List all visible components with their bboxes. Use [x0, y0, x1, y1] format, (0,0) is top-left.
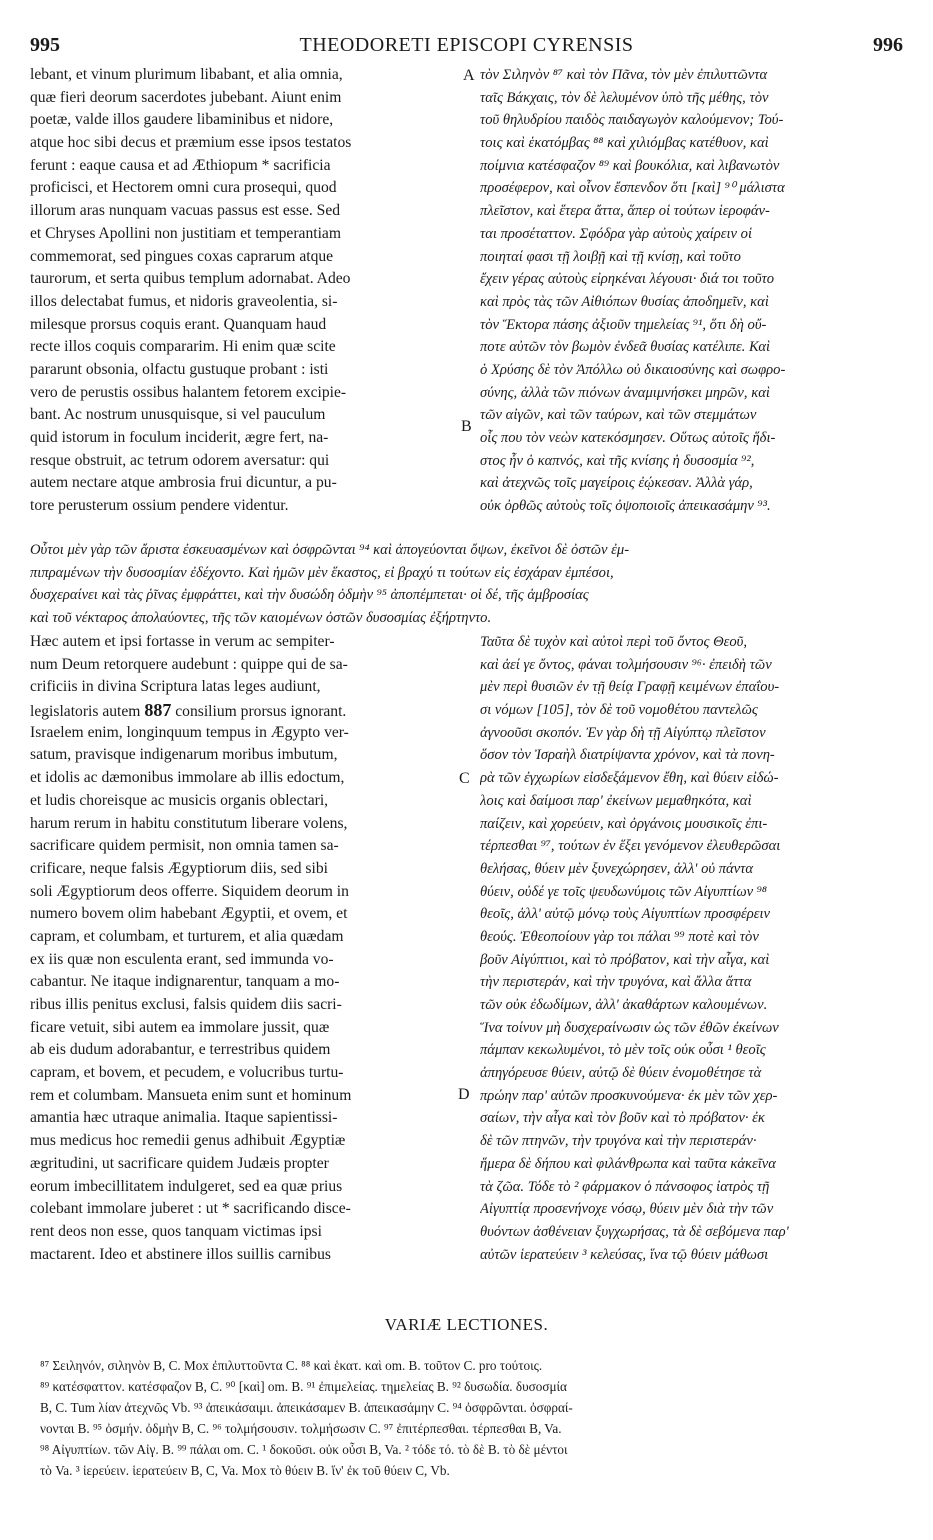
note-line: ⁹⁸ Αἰγυπτίων. τῶν Αἰγ. B. ⁹⁹ πάλαι om. C. ¹ δοκοῦσι. οὐκ οὖσι B, Va. ² τόδε τό. τὸ δὲ B. τὸ δὲ μέντοι	[40, 1442, 568, 1457]
greek-text-line: πλεῖστον, καὶ ἕτερα ἄττα, ἅπερ οἱ τούτων ἱεροφάν-	[480, 203, 770, 220]
greek-text-line: ται προσέταττον. Σφόδρα γὰρ αὐτοὺς χαίρειν οἱ	[480, 225, 753, 242]
latin-text-line: rent deos non esse, quos tanquam victimas ipsi	[30, 1222, 322, 1240]
latin-text-line: Hæc autem et ipsi fortasse in verum ac sempiter-	[30, 633, 335, 650]
latin-text-line: soli Ægyptiorum deos offerre. Siquidem deorum in	[30, 882, 349, 900]
greek-full-width-passage	[30, 539, 903, 630]
greek-text-line: πρώην παρ' αὐτῶν προσκυνούμενα· ἐκ μὲν τῶν χερ-	[480, 1087, 778, 1104]
latin-text-line: vero de perustis ossibus halantem fetorem excipie-	[30, 383, 347, 401]
latin-text-line: num Deum retorquere audebunt : quippe qui de sa-	[30, 655, 348, 673]
note-line: B, C. Tum λίαν ἀτεχνῶς Vb. ⁹³ ἀπεικάσαιμι. ἀπεικάσαμεν B. ἀπεικασάμην C. ⁹⁴ ὀσφρῶνται. ὀσφραί-	[40, 1400, 573, 1415]
latin-column-top	[30, 64, 458, 518]
greek-text-line: σύνης, ἀλλὰ τῶν πιόνων ἀναμιμνήσκει μηρῶν, καὶ	[480, 384, 770, 401]
latin-text-line: lebant, et vinum plurimum libabant, et alia omnia,	[30, 66, 343, 83]
margin-letter-b: B	[461, 418, 472, 435]
greek-text-line: αὐτῶν ἱερατεύειν ³ κελεύσας, ἵνα τῷ θύειν μάθωσι	[480, 1246, 769, 1263]
latin-text-line: ægritudini, ut sacrificare quidem Judæis propter	[30, 1154, 329, 1172]
latin-text-line: et idolis ac dæmonibus immolare ab illis edoctum,	[30, 769, 345, 787]
greek-text-line: ταῖς Βάκχαις, τὸν δὲ λελυμένον ὑπὸ τῆς μέθης, τὸν	[480, 89, 769, 106]
greek-text-line: τὰ ζῶα. Τόδε τὸ ² φάρμακον ὁ πάνσοφος ἰατρὸς τῇ	[480, 1178, 770, 1195]
latin-text-line: atque hoc sibi decus et præmium esse ipsos testatos	[30, 134, 352, 152]
latin-text-line: illos delectabat fumus, et nidoris graveolentia, si-	[30, 292, 338, 310]
latin-column-bottom	[30, 631, 458, 1266]
greek-text-line: τὸν Σιληνὸν ⁸⁷ καὶ τὸν Πᾶνα, τὸν μὲν ἐπιλυττῶντα	[480, 67, 768, 83]
latin-text-line: ferunt : eaque causa et ad Æthiopum * sacrificia	[30, 156, 331, 174]
greek-text-line: τοῦ θηλυδρίου παιδὸς παιδαγωγὸν καλούμενον; Τού-	[480, 112, 784, 129]
latin-text-fragment: legislatoris autem	[30, 703, 141, 721]
greek-text-line: καὶ ἀτεχνῶς τοῖς μαγείροις ἐῴκεσαν. Ἀλλὰ γάρ,	[480, 475, 753, 492]
greek-text-line: καὶ πρὸς τὰς τῶν Αἰθιόπων θυσίας ἀποδημεῖν, καὶ	[480, 293, 769, 310]
greek-text-line: ἀπηγόρευσε θύειν, αὐτῷ δὲ θύειν ἐνομοθέτησε τὰ	[480, 1065, 762, 1082]
greek-text-line: ἀγνοοῦσι σκοπόν. Ἐν γὰρ δὴ τῇ Αἰγύπτῳ πλεῖστον	[480, 724, 766, 741]
greek-text-line: σι νόμων [105], τὸν δὲ τοῦ νομοθέτου παντελῶς	[480, 702, 758, 719]
greek-text-line: Ἵνα τοίνυν μὴ δυσχεραίνωσιν ὡς τῶν ἐθῶν ἐκείνων	[480, 1019, 779, 1036]
greek-text-line: τοις καὶ ἑκατόμβας ⁸⁸ καὶ χιλιόμβας κατέθυον, καὶ	[480, 135, 769, 152]
greek-text-line: τῶν οὐκ ἐδωδίμων, ἀλλ' ἀκαθάρτων καλουμένων.	[480, 997, 768, 1013]
greek-text-line: Οὗτοι μὲν γὰρ τῶν ἄριστα ἐσκευασμένων καὶ ὀσφρῶνται ⁹⁴ καὶ ἀπογεύονται ὄψων, ἐκεῖνοι δὲ ὀστῶν ἐμ-	[30, 542, 630, 558]
greek-text-line: καὶ ἀεί γε ὄντος, φάναι τολμήσουσιν ⁹⁶· ἐπειδὴ τῶν	[480, 656, 772, 673]
greek-text-line: οὐκ ὀρθῶς αὐτοὺς τοῖς ὀψοποιοῖς ἀπεικασάμην ⁹³.	[480, 498, 771, 515]
latin-text-line: proficisci, et Hectorem omni cura prosequi, quod	[30, 179, 337, 197]
left-page-number: 995	[30, 34, 60, 56]
margin-letter-c: C	[459, 770, 470, 787]
greek-text-line: ποτε αὐτῶν τὸν βωμὸν ἐνδεᾶ θυσίας κατέλιπε. Καὶ	[480, 339, 771, 356]
running-header	[30, 34, 903, 62]
latin-text-line: commemorat, sed pingues coxas caprarum atque	[30, 247, 334, 265]
latin-text-line: ficare vetuit, sibi autem ea immolare jussit, quæ	[30, 1018, 330, 1036]
greek-text-line: πιπραμένων τὴν δυσοσμίαν ἐδέχοντο. Καὶ ἡμῶν μὲν ἕκαστος, εἰ βραχύ τι τούτων εἰς ἐσχάραν ἐμπέσοι,	[30, 564, 614, 581]
running-title: THEODORETI EPISCOPI CYRENSIS	[299, 34, 634, 56]
note-line: τὸ Va. ³ ἱερεύειν. ἱερατεύειν B, C, Va. Mox τὸ θύειν B. ἵν' ἐκ τοῦ θύειν C, Vb.	[40, 1463, 450, 1478]
margin-letter-a: A	[463, 67, 475, 84]
latin-text-line: numero bovem olim habebant Ægyptii, et ovem, et	[30, 905, 348, 923]
latin-text-line: pararunt obsonia, olfactu gustuque probant : isti	[30, 360, 329, 378]
greek-text-line: ἔχειν γέρας αὐτοὺς εἰρηκέναι λέγουσι· διά τοι τοῦτο	[480, 271, 775, 288]
latin-text-line: bant. Ac nostrum unusquisque, si vel pauculum	[30, 406, 326, 424]
greek-text-line: προσέφερον, καὶ οἶνον ἔσπενδον ὅτι [καὶ] ⁹⁰ μάλιστα	[480, 180, 785, 197]
greek-text-line: στος ἦν ὁ καπνός, καὶ τῆς κνίσης ἡ δυσοσμία ⁹²,	[480, 452, 755, 469]
greek-column-top	[480, 64, 904, 518]
greek-text-line: Ταῦτα δὲ τυχὸν καὶ αὐτοὶ περὶ τοῦ ὄντος Θεοῦ,	[480, 634, 748, 650]
note-line: νονται B. ⁹⁵ ὀσμήν. ὀδμὴν B, C. ⁹⁶ τολμήσουσιν. τολμήσωσιν C. ⁹⁷ ἐπιτέρπεσθαι. τέρπεσθαι B, Va.	[40, 1421, 562, 1436]
latin-text-line	[30, 699, 458, 722]
latin-text-line: milesque prorsus coquis erant. Quanquam haud	[30, 315, 327, 333]
latin-text-line: cabantur. Ne itaque indignarentur, tanquam a mo-	[30, 973, 340, 991]
greek-text-line: ποιηταί φασι τῇ λοιβῇ καὶ τῇ κνίσῃ, καὶ τοῦτο	[480, 248, 741, 265]
greek-text-line: θελήσας, θύειν μὲν ξυνεχώρησεν, ἀλλ' οὐ πάντα	[480, 860, 754, 877]
latin-text-line: rem et columbam. Mansueta enim sunt et hominum	[30, 1086, 352, 1104]
greek-text-line: παίζειν, καὶ χορεύειν, καὶ ὀργάνοις μουσικοῖς ἐπι-	[480, 815, 768, 832]
greek-text-line: ὅσον τὸν Ἰσραὴλ διατρίψαντα χρόνον, καὶ τὰ πονη-	[480, 747, 775, 764]
latin-text-line: quæ fieri deorum sacerdotes jubebant. Aiunt enim	[30, 88, 342, 106]
greek-text-line: ὁ Χρύσης δὲ τὸν Ἀπόλλω οὐ δικαιοσύνης καὶ σωφρο-	[480, 361, 786, 378]
latin-text-line: ex iis quæ non esculenta erant, sed immunda vo-	[30, 950, 334, 968]
variant-readings-notes	[40, 1355, 906, 1481]
latin-text-line: harum rerum in habitu constitutum liberare volens,	[30, 814, 348, 832]
latin-text-line: crificiis in divina Scriptura latas leges audiunt,	[30, 678, 321, 696]
note-line: ⁸⁹ κατέσφαττον. κατέσφαζον B, C. ⁹⁰ [καὶ] om. B. ⁹¹ ἐπιμελείας. τημελείας B. ⁹² δυσωδία. δυσοσμία	[40, 1379, 567, 1394]
greek-text-line: θύειν, οὐδέ γε τοῖς ψευδωνύμοις τῶν Αἰγυπτίων ⁹⁸	[480, 883, 767, 900]
latin-text-line: resque obstruit, ac tetrum odorem aversatur: qui	[30, 451, 330, 469]
latin-text-line: illorum aras nunquam vacuas passus est esse. Sed	[30, 202, 341, 220]
latin-text-fragment: consilium prorsus ignorant.	[175, 703, 347, 721]
greek-text-line: θεούς. Ἐθεοποίουν γὰρ τοι πάλαι ⁹⁹ ποτὲ καὶ τὸν	[480, 928, 759, 945]
greek-column-bottom	[480, 631, 904, 1266]
latin-text-line: sacrificare quidem permisit, non omnia tamen sa-	[30, 837, 339, 855]
greek-text-line: ἥμερα δὲ δήπου καὶ φιλάνθρωπα καὶ ταῦτα κἀκεῖνα	[480, 1155, 776, 1172]
right-page-number: 996	[873, 34, 903, 56]
greek-text-line: τὴν περιστεράν, καὶ τὴν τρυγόνα, καὶ ἄλλα ἄττα	[480, 974, 752, 991]
note-line: ⁸⁷ Σειληνόν, σιληνὸν B, C. Mox ἐπιλυττοῦντα C. ⁸⁸ καὶ ἑκατ. καὶ om. B. τοῦτον C. pro τούτοις.	[40, 1358, 543, 1373]
greek-text-line: καὶ τοῦ νέκταρος ἀπολαύοντες, τῆς τῶν καιομένων ὀστῶν δυσοσμίας ἐξήρτηντο.	[30, 610, 492, 627]
greek-text-line: δυσχεραίνει καὶ τὰς ῥῖνας ἐμφράττει, καὶ τὴν δυσώδη ὀδμὴν ⁹⁵ ἀποπέμπεται· οἱ δέ, τῆς ἀμβροσίας	[30, 587, 589, 604]
latin-text-line: ab eis dudum adorabantur, e terrestribus quidem	[30, 1041, 331, 1059]
greek-text-line: τὸν Ἕκτορα πάσης ἀξιοῦν τημελείας ⁹¹, ὅτι δὴ οὔ-	[480, 316, 767, 333]
greek-text-line: δὲ τῶν πτηνῶν, τὴν τρυγόνα καὶ τὴν περιστεράν·	[480, 1133, 757, 1150]
greek-text-line: ρὰ τῶν ἐγχωρίων εἰσδεξάμενον ἔθη, καὶ θύειν εἰδώ-	[480, 770, 779, 787]
latin-text-line: recte illos coquis compararim. Hi enim quæ scite	[30, 338, 336, 356]
greek-text-line: θεοῖς, ἀλλ' αὐτῷ μόνῳ τοὺς Αἰγυπτίων προσφέρειν	[480, 906, 771, 923]
latin-text-line: et Chryses Apollini non justitiam et temperantiam	[30, 224, 341, 242]
latin-text-line: mus medicus hoc remedii genus adhibuit Ægyptiæ	[30, 1132, 346, 1150]
greek-text-line: τέρπεσθαι ⁹⁷, τούτων ἐν ἕξει γενόμενον ἐλευθερῶσαι	[480, 838, 781, 855]
column-marker: 887	[144, 700, 172, 721]
greek-text-line: οἷς που τὸν νεὼν κατεκόσμησεν. Οὕτως αὐτοῖς ἥδι-	[480, 430, 776, 446]
greek-text-line: λοις καὶ δαίμοσι παρ' ἐκείνων μεμαθηκότα, καὶ	[480, 792, 752, 809]
latin-text-line: colebant immolare juberet : ut * sacrificando disce-	[30, 1200, 351, 1218]
greek-text-line: θυόντων ἀσθένειαν ξυγχωρήσας, τὰ δὲ σεβόμενα παρ'	[480, 1223, 789, 1240]
greek-text-line: σαίων, τὴν αἶγα καὶ τὸν βοῦν καὶ τὸ πρόβατον· ἐκ	[480, 1110, 765, 1127]
latin-text-line: satum, pravisque indigenarum moribus imbutum,	[30, 746, 338, 764]
latin-text-line: poetæ, valde illos gaudere libaminibus et nidore,	[30, 111, 334, 129]
latin-text-line: capram, et bovem, et pecudem, e volucribus turtu-	[30, 1064, 344, 1082]
latin-text-line: ribus illis penitus exclusi, falsis quidem diis sacri-	[30, 996, 342, 1013]
latin-text-line: amantia hæc utraque animalia. Itaque sapientissi-	[30, 1109, 338, 1127]
latin-text-line: eorum imbecillitatem indulgeret, sed ea quæ prius	[30, 1177, 343, 1195]
latin-text-line: Israelem enim, longinquum tempus in Ægypto ver-	[30, 723, 349, 741]
latin-text-line: tore perusterum ossium pendere videntur.	[30, 497, 289, 515]
latin-text-line: autem nectare atque ambrosia frui dicuntur, a pu-	[30, 474, 337, 492]
variae-lectiones-heading: VARIÆ LECTIONES.	[384, 1315, 549, 1334]
margin-letter-d: D	[458, 1086, 470, 1103]
greek-text-line: πάμπαν κεκωλυμένοι, τὸ μὲν τοῖς οὐκ οὖσι ¹ θεοῖς	[480, 1042, 766, 1059]
latin-text-line: capram, et columbam, et turturem, et alia quædam	[30, 927, 344, 945]
latin-text-line: et ludis choreisque ac musicis organis oblectari,	[30, 791, 329, 809]
latin-text-line: taurorum, et serta quibus templum adornabat. Adeo	[30, 270, 351, 288]
greek-text-line: τῶν αἰγῶν, καὶ τῶν ταύρων, καὶ τῶν στεμμάτων	[480, 407, 757, 424]
latin-text-line: crificare, neque falsis Ægyptiorum diis, sed sibi	[30, 859, 328, 877]
greek-text-line: μὲν περὶ θυσιῶν ἐν τῇ θείᾳ Γραφῇ κειμένων ἐπαΐου-	[480, 679, 780, 696]
greek-text-line: ποίμνια κατέσφαζον ⁸⁹ καὶ βουκόλια, καὶ λιβανωτὸν	[480, 157, 780, 174]
latin-text-line: quid istorum in foculum inciderit, ægre fert, na-	[30, 429, 329, 446]
greek-text-line: Αἰγυπτίᾳ προσενήνοχε νόσῳ, θύειν μὲν διὰ τὴν τῶν	[480, 1201, 774, 1218]
greek-text-line: βοῦν Αἰγύπτιοι, καὶ τὸ πρόβατον, καὶ τὴν αἶγα, καὶ	[480, 951, 770, 968]
latin-text-line: mactarent. Ideo et abstinere illos suillis carnibus	[30, 1245, 331, 1263]
